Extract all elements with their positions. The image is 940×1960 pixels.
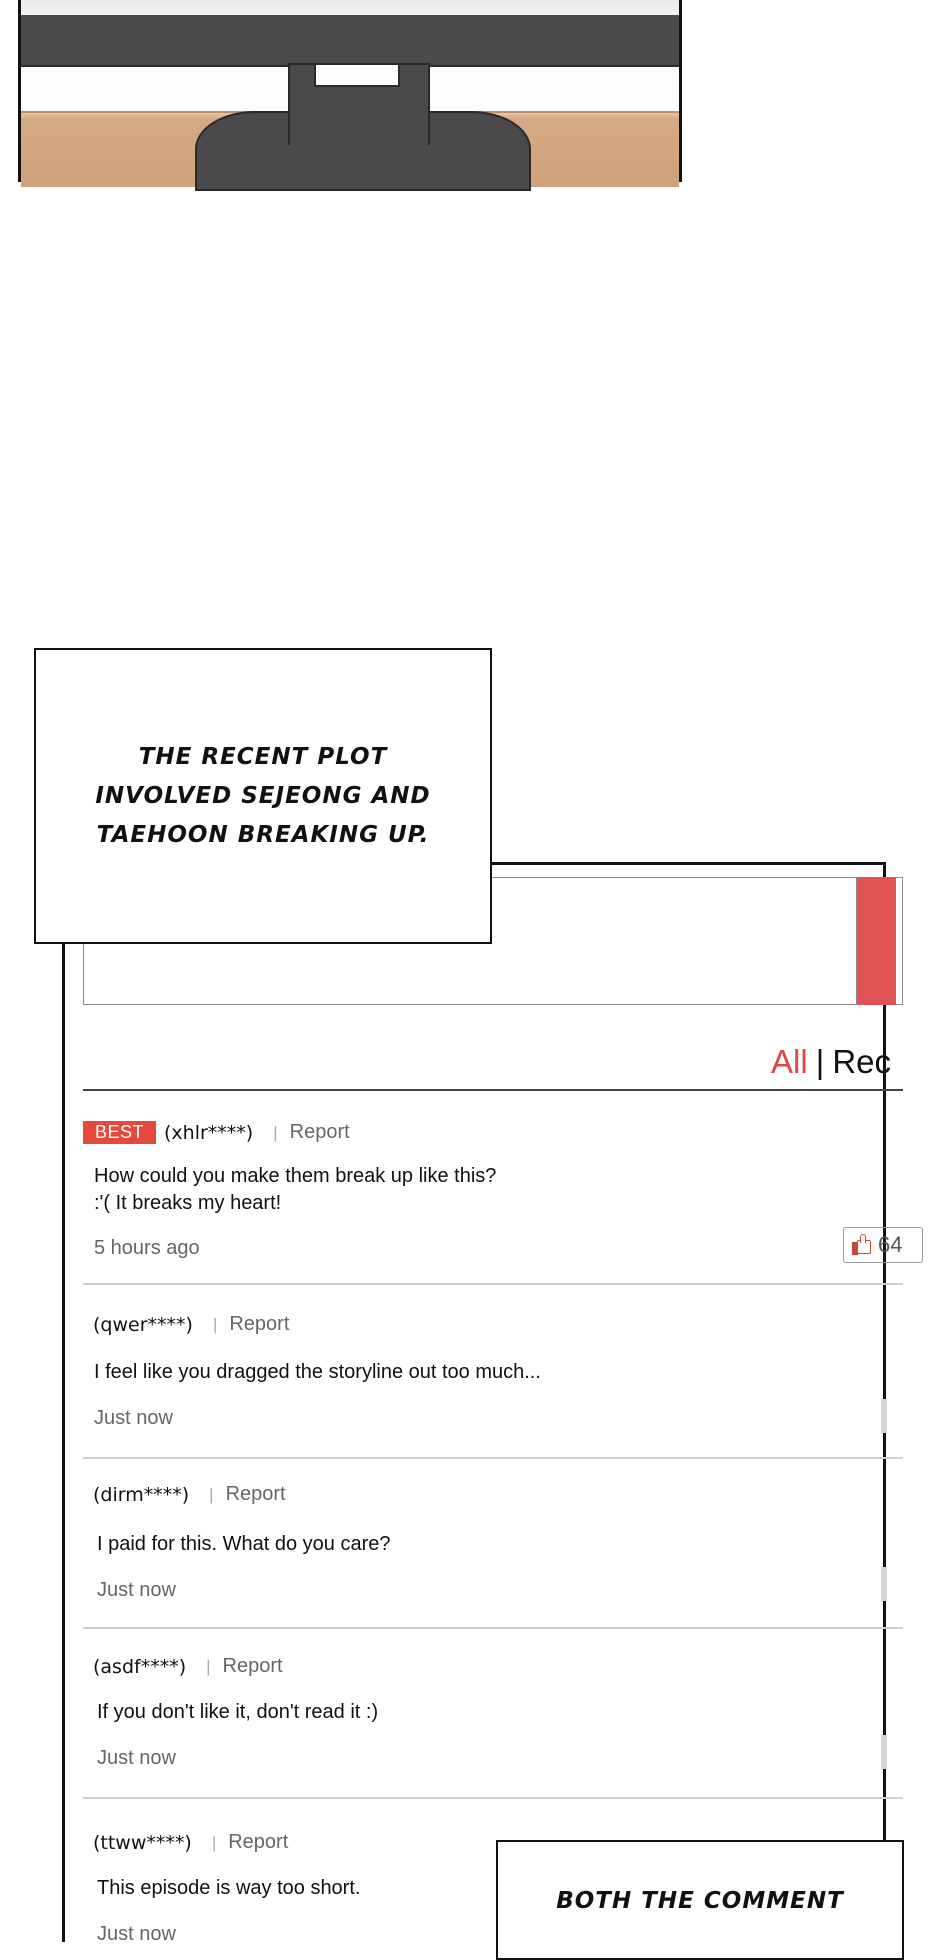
meta-divider: | — [206, 1656, 211, 1676]
comment-divider — [83, 1457, 903, 1459]
comment-user: (xhlr****) — [164, 1121, 254, 1144]
thumbs-up-icon — [852, 1234, 872, 1256]
like-button-edge[interactable] — [881, 1735, 887, 1769]
comment-meta — [93, 1655, 283, 1678]
comment-screen-panel — [62, 862, 903, 1945]
comment-text: How could you make them break up like this? :'( It breaks my heart! — [94, 1165, 497, 1214]
comment-text: I feel like you dragged the storyline out too much... — [94, 1361, 541, 1383]
comment-user: (qwer****) — [93, 1313, 193, 1336]
tabs-divider — [83, 1089, 903, 1091]
meta-divider: | — [211, 1832, 217, 1852]
report-link[interactable]: Report — [222, 1655, 283, 1677]
comment-meta — [83, 1121, 350, 1144]
meta-divider: | — [273, 1122, 278, 1142]
meta-divider: | — [212, 1314, 218, 1334]
monitor-stand-neck-front — [288, 111, 430, 145]
report-link[interactable]: Report — [225, 1483, 286, 1505]
comment-time: 5 hours ago — [94, 1237, 200, 1259]
comment-user: (asdf****) — [93, 1655, 187, 1678]
best-badge: BEST — [83, 1121, 156, 1144]
narration-text: BOTH THE COMMENT — [556, 1888, 844, 1914]
comment-submit-button[interactable] — [856, 877, 896, 1005]
comment-divider — [83, 1797, 903, 1799]
monitor-stand-cutout — [314, 65, 400, 87]
tab-separator: | — [815, 1043, 825, 1080]
report-link[interactable]: Report — [229, 1313, 290, 1335]
comment-text: I paid for this. What do you care? — [97, 1533, 391, 1555]
comment-meta — [93, 1313, 289, 1336]
narration-box — [496, 1840, 904, 1960]
comment-time: Just now — [97, 1579, 176, 1601]
like-button[interactable] — [843, 1227, 923, 1263]
monitor-panel — [18, 0, 682, 182]
report-link[interactable]: Report — [289, 1121, 350, 1143]
comment-time: Just now — [97, 1923, 176, 1945]
report-link[interactable]: Report — [228, 1831, 289, 1853]
like-button-edge[interactable] — [881, 1399, 887, 1433]
comment-meta — [93, 1831, 288, 1854]
comment-text: This episode is way too short. — [97, 1877, 361, 1899]
comment-divider — [83, 1283, 903, 1285]
monitor-bezel — [21, 15, 679, 67]
like-count: 64 — [878, 1232, 903, 1257]
comment-meta — [93, 1483, 286, 1506]
comment-time: Just now — [97, 1747, 176, 1769]
comment-text: If you don't like it, don't read it :) — [97, 1701, 379, 1723]
meta-divider: | — [209, 1484, 214, 1504]
comment-time: Just now — [94, 1407, 173, 1429]
comment-tabs — [771, 1043, 891, 1081]
like-button-edge[interactable] — [881, 1567, 887, 1601]
narration-text: THE RECENT PLOT INVOLVED SEJEONG AND TAEHOON BREAKING UP. — [95, 743, 431, 848]
narration-box — [34, 648, 492, 944]
comment-divider — [83, 1627, 903, 1629]
comment-user: (dirm****) — [93, 1483, 190, 1506]
tab-recent[interactable]: Rec — [832, 1043, 891, 1080]
comment-user: (ttww****) — [93, 1831, 192, 1854]
tab-all[interactable]: All — [771, 1043, 808, 1080]
